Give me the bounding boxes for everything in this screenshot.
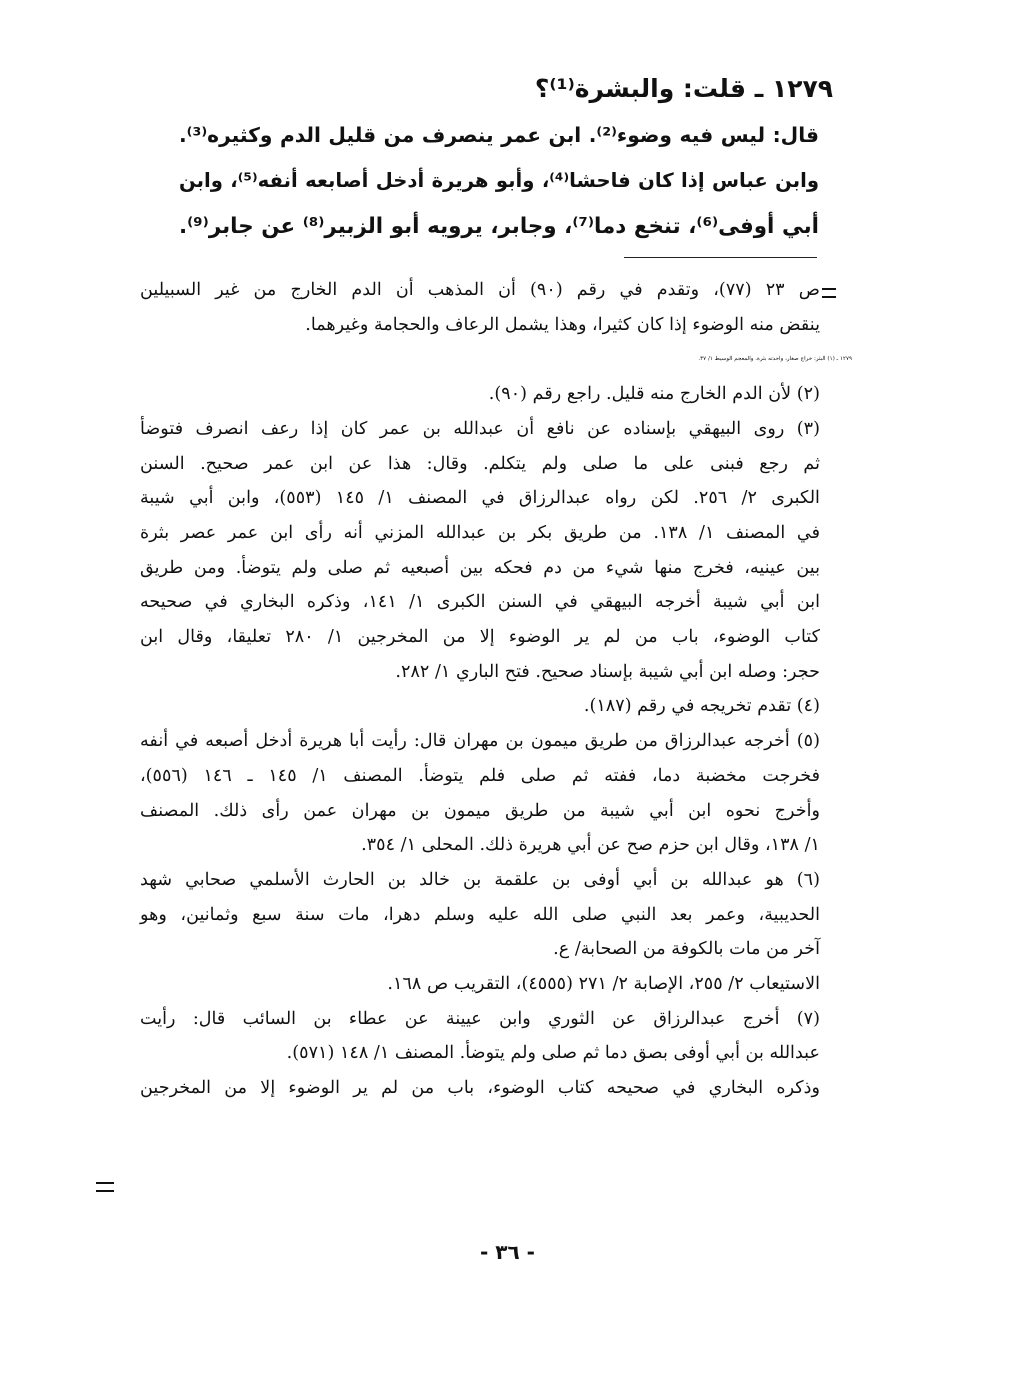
main-text (179, 66, 833, 250)
footnote-line: عبدالله بن أبي أوفى بصق دما ثم صلى ولم يتوضأ. المصنف ١/ ١٤٨ (٥٧١). (286, 1043, 820, 1064)
footnote-line: ١٢٧٩ ـ (١) البثر: خراج صغار، واحدته بثرة. والمعجم الوسيط ١/ ٣٧. (698, 356, 852, 363)
footnote-line: (٤) تقدم تخريجه في رقم (١٨٧). (583, 696, 820, 717)
footnote-line: الكبرى ٢/ ٢٥٦. لكن رواه عبدالرزاق في المصنف ١/ ١٤٥ (٥٥٣)، وابن أبي شيبة (140, 488, 820, 509)
footnote-line: حجر: وصله ابن أبي شيبة بإسناد صحيح. فتح الباري ١/ ٢٨٢. (395, 661, 820, 682)
footnotes (140, 273, 852, 1106)
footnote-line: وذكره البخاري في صحيحه كتاب الوضوء، باب من لم ير الوضوء إلا من المخرجين (140, 1078, 820, 1099)
footnote-line: كتاب الوضوء، باب من لم ير الوضوء إلا من المخرجين ١/ ٢٨٠ تعليقا، وقال ابن (140, 627, 820, 648)
footnote-line: الحديبية، وعمر بعد النبي صلى الله عليه وسلم دهرا، مات سنة سبع وثمانين، وهو (140, 904, 820, 925)
entry-number: ١٢٧٩ ـ (754, 74, 833, 103)
footnote-line: (٥) أخرجه عبدالرزاق من طريق ميمون بن مهران قال: رأيت أبا هريرة أدخل أصبعه في أنفه (140, 731, 820, 752)
footnote-line: (٦) هو عبدالله بن أبي أوفى بن علقمة بن خالد بن الحارث الأسلمي صحابي شهد (140, 869, 820, 890)
footnote-line: ثم رجع فبنى على ما صلى ولم يتكلم. وقال: هذا عن ابن عمر صحيح. السنن (140, 453, 820, 474)
footnote-line: آخر من مات بالكوفة من الصحابة/ ع. (553, 939, 820, 960)
main-line: أبي أوفى⁽⁶⁾، تنخع دما⁽⁷⁾، وجابر، يرويه أبو الزبير⁽⁸⁾ عن جابر⁽⁹⁾. (179, 214, 820, 239)
page-number: - ٣٦ - (480, 1240, 535, 1264)
footnote-line: (٣) روى البيهقي بإسناده عن نافع أن عبدالله بن عمر كان إذا رعف انصرف فتوضأ (140, 418, 820, 439)
footnote-line: ١/ ١٣٨، وقال ابن حزم صح عن أبي هريرة ذلك. المحلى ١/ ٣٥٤. (361, 835, 820, 856)
continuation-mark (96, 1182, 114, 1192)
footnote-line: ينقض منه الوضوء إذا كان كثيرا، وهذا يشمل الرعاف والحجامة وغيرهما. (305, 314, 820, 335)
entry-question: قلت: والبشرة⁽¹⁾؟ (534, 74, 746, 103)
main-line: وابن عباس إذا كان فاحشا⁽⁴⁾، وأبو هريرة أدخل أصابعه أنفه⁽⁵⁾، وابن (179, 169, 820, 192)
footnote-line: (٧) أخرج عبدالرزاق عن الثوري وابن عيينة عن عطاء بن السائب قال: رأيت (140, 1008, 820, 1029)
footnote-divider (624, 257, 817, 258)
footnote-line: الاستيعاب ٢/ ٢٥٥، الإصابة ٢/ ٢٧١ (٤٥٥٥)، التقريب ص ١٦٨. (387, 974, 820, 995)
footnote-line: (٢) لأن الدم الخارج منه قليل. راجع رقم (٩٠). (488, 384, 820, 405)
footnote-line: فخرجت مخضبة دما، ففته ثم صلى فلم يتوضأ. المصنف ١/ ١٤٥ ـ ١٤٦ (٥٥٦)، (140, 765, 820, 786)
continuation-mark (822, 288, 836, 298)
footnote-line: ابن أبي شيبة أخرجه البيهقي في السنن الكبرى ١/ ١٤١، وذكره البخاري في صحيحه (140, 592, 820, 613)
entry-heading (193, 66, 833, 112)
footnote-line: وأخرج نحوه ابن أبي شيبة من طريق ميمون بن مهران عمن رأى ذلك. المصنف (140, 800, 820, 821)
footnote-line: في المصنف ١/ ١٣٨. من طريق بكر بن عبدالله المزني أنه رأى ابن عمر عصر بثرة (140, 522, 820, 543)
footnote-line: بين عينيه، فخرج منها شيء من دم فحكه بين أصبعيه ثم صلى ولم يتوضأ. ومن طريق (140, 557, 820, 578)
footnote-line: ص ٢٣ (٧٧)، وتقدم في رقم (٩٠) أن المذهب أن الدم الخارج من غير السبيلين (140, 280, 820, 300)
main-line: قال: ليس فيه وضوء⁽²⁾. ابن عمر ينصرف من قليل الدم وكثيره⁽³⁾. (179, 123, 819, 147)
